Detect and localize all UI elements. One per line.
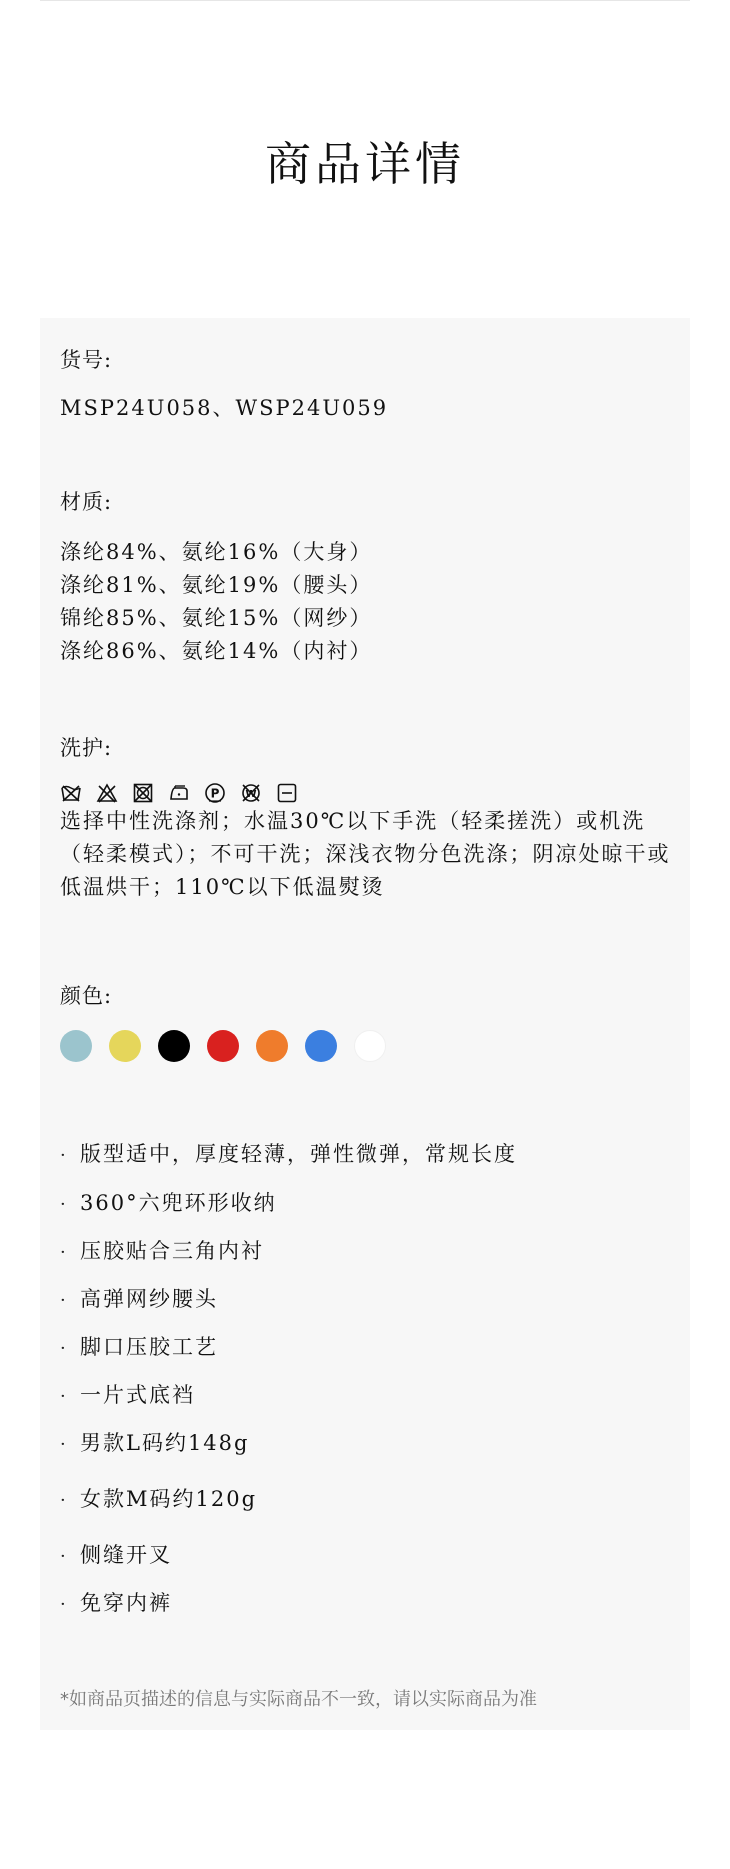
material-list (60, 536, 372, 668)
feature-item (60, 1235, 264, 1265)
feature-text: 一片式底裆 (80, 1383, 195, 1407)
feature-item (60, 1427, 249, 1457)
material-line-body: 涤纶84%、氨纶16%（大身） (60, 540, 373, 564)
material-line-waistband: 涤纶81%、氨纶19%（腰头） (60, 573, 373, 597)
care-instructions: 选择中性洗涤剂；水温30℃以下手洗（轻柔搓洗）或机洗（轻柔模式）；不可干洗；深浅衣物分色洗涤；阴凉处晾干或低温烘干；110℃以下低温熨烫 (60, 809, 671, 899)
bullet-icon: · (60, 1434, 68, 1455)
feature-text: 男款L码约148g (80, 1431, 250, 1455)
feature-item (60, 1483, 257, 1513)
feature-item (60, 1331, 218, 1361)
svg-text:P: P (210, 786, 220, 801)
product-details-panel (40, 318, 690, 1730)
top-divider (40, 0, 690, 1)
no-tumble-dry-icon (132, 782, 154, 804)
care-icons-row (60, 782, 298, 804)
bullet-icon: · (60, 1194, 68, 1215)
swatch-orange[interactable] (256, 1030, 288, 1062)
sku-value: MSP24U058、WSP24U059 (60, 396, 389, 420)
swatch-yellow[interactable] (109, 1030, 141, 1062)
feature-item (60, 1587, 172, 1617)
no-wet-clean-icon (240, 782, 262, 804)
svg-text:W: W (245, 789, 257, 800)
feature-item (60, 1539, 172, 1569)
feature-text: 免穿内裤 (80, 1591, 172, 1615)
bullet-icon: · (60, 1594, 68, 1615)
sku-label: 货号: (60, 348, 113, 372)
feature-text: 压胶贴合三角内衬 (80, 1239, 264, 1263)
swatch-blue[interactable] (305, 1030, 337, 1062)
line-dry-icon (276, 782, 298, 804)
feature-text: 侧缝开叉 (80, 1543, 172, 1567)
no-bleach-icon (96, 782, 118, 804)
care-label: 洗护: (60, 736, 113, 760)
swatch-light-blue[interactable] (60, 1030, 92, 1062)
feature-item (60, 1283, 218, 1313)
bullet-icon: · (60, 1386, 68, 1407)
colors-label: 颜色: (60, 984, 113, 1008)
feature-item (60, 1187, 277, 1217)
bullet-icon: · (60, 1242, 68, 1263)
material-line-liner: 涤纶86%、氨纶14%（内衬） (60, 639, 373, 663)
material-line-mesh: 锦纶85%、氨纶15%（网纱） (60, 606, 373, 630)
swatch-white[interactable] (354, 1030, 386, 1062)
feature-text: 360°六兜环形收纳 (80, 1191, 277, 1215)
page-title: 商品详情 (265, 137, 465, 191)
bullet-icon: · (60, 1490, 68, 1511)
feature-item (60, 1379, 195, 1409)
bullet-icon: · (60, 1546, 68, 1567)
swatch-black[interactable] (158, 1030, 190, 1062)
disclaimer-note: *如商品页描述的信息与实际商品不一致，请以实际商品为准 (60, 1689, 537, 1710)
feature-text: 版型适中，厚度轻薄，弹性微弹，常规长度 (80, 1142, 517, 1166)
color-swatches (60, 1030, 386, 1062)
no-wash-icon (60, 782, 82, 804)
bullet-icon: · (60, 1145, 68, 1166)
dry-clean-p-icon (204, 782, 226, 804)
feature-text: 高弹网纱腰头 (80, 1287, 218, 1311)
bullet-icon: · (60, 1290, 68, 1311)
feature-item (60, 1138, 517, 1168)
swatch-red[interactable] (207, 1030, 239, 1062)
feature-text: 脚口压胶工艺 (80, 1335, 218, 1359)
iron-low-icon (168, 782, 190, 804)
bullet-icon: · (60, 1338, 68, 1359)
feature-text: 女款M码约120g (80, 1487, 258, 1511)
material-label: 材质: (60, 490, 113, 514)
